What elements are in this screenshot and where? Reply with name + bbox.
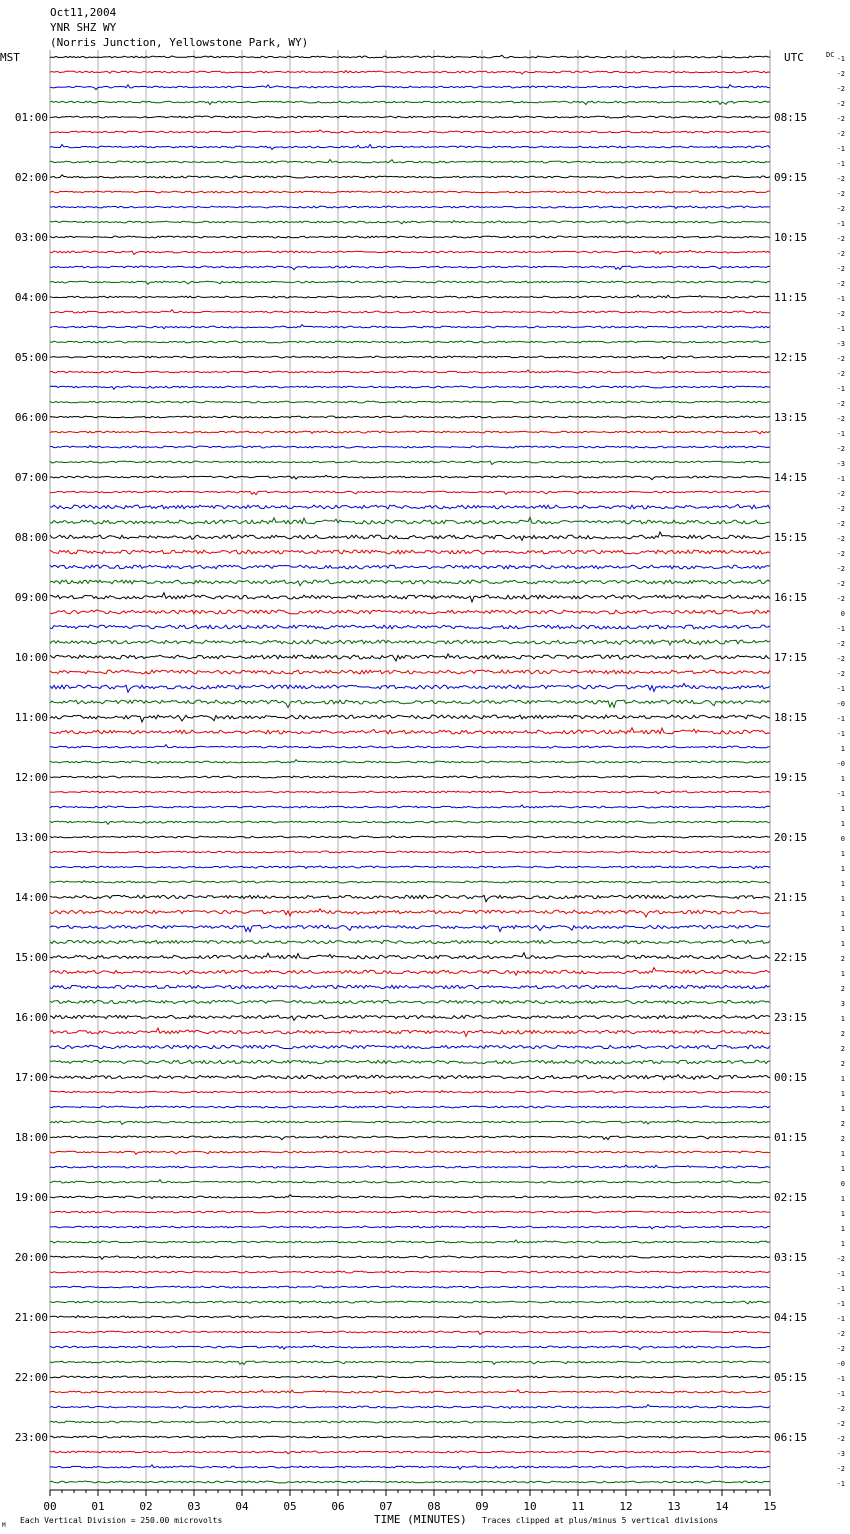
dc-offset-label: -1 [836, 1300, 845, 1308]
trace-line [50, 1165, 770, 1168]
right-hour-label: 16:15 [774, 591, 808, 604]
trace-line [50, 745, 770, 748]
left-hour-label: 13:00 [14, 831, 48, 844]
trace-line [50, 144, 770, 149]
dc-offset-label: 1 [840, 1090, 845, 1098]
dc-offset-label: -2 [836, 280, 845, 288]
trace-line [50, 1028, 770, 1036]
trace-line [50, 1390, 770, 1393]
dc-offset-label: 1 [840, 1210, 845, 1218]
trace-line [50, 55, 770, 58]
dc-offset-label: -2 [836, 70, 845, 78]
dc-offset-label: -2 [836, 550, 845, 558]
dc-offset-label: -2 [836, 115, 845, 123]
right-hour-label: 00:15 [774, 1071, 808, 1084]
left-hour-label: 14:00 [14, 891, 48, 904]
dc-offset-label: -2 [836, 250, 845, 258]
dc-offset-label: -2 [836, 655, 845, 663]
trace-line [50, 159, 770, 162]
trace-line [50, 683, 770, 692]
trace-line [50, 446, 770, 448]
left-axis-title: MST [0, 51, 20, 64]
right-hour-label: 18:15 [774, 711, 808, 724]
left-hour-label: 09:00 [14, 591, 48, 604]
x-tick-label: 11 [571, 1500, 585, 1513]
x-tick-label: 08 [427, 1500, 441, 1513]
right-hour-label: 10:15 [774, 231, 808, 244]
right-hour-label: 12:15 [774, 351, 808, 364]
x-tick-label: 09 [475, 1500, 489, 1513]
dc-offset-label: 0 [840, 835, 845, 843]
trace-line [50, 1345, 770, 1349]
left-hour-label: 08:00 [14, 531, 48, 544]
dc-offset-label: -0 [836, 700, 845, 708]
x-tick-label: 13 [667, 1500, 681, 1513]
dc-offset-label: -2 [836, 265, 845, 273]
trace-line [50, 1240, 770, 1243]
dc-offset-label: -1 [836, 430, 845, 438]
trace-line [50, 416, 770, 418]
trace-line [50, 821, 770, 824]
dc-offset-label: -1 [836, 1480, 845, 1488]
dc-offset-label: 1 [840, 970, 845, 978]
trace-line [50, 517, 770, 524]
dc-offset-label: -1 [836, 685, 845, 693]
trace-line [50, 1136, 770, 1140]
trace-line [50, 700, 770, 708]
dc-offset-label: -2 [836, 595, 845, 603]
dc-offset-label: -2 [836, 415, 845, 423]
x-tick-label: 00 [43, 1500, 57, 1513]
trace-line [50, 715, 770, 722]
x-tick-label: 04 [235, 1500, 249, 1513]
header-location: (Norris Junction, Yellowstone Park, WY) [50, 36, 309, 49]
right-hour-label: 13:15 [774, 411, 808, 424]
dc-offset-label: 1 [840, 775, 845, 783]
right-hour-label: 19:15 [774, 771, 808, 784]
trace-line [50, 1075, 770, 1080]
header-date: Oct11,2004 [50, 6, 117, 19]
x-axis-title: TIME (MINUTES) [374, 1513, 467, 1526]
trace-line [50, 1451, 770, 1454]
right-hour-label: 06:15 [774, 1431, 808, 1444]
trace-line [50, 1465, 770, 1469]
header-station: YNR SHZ WY [50, 21, 117, 34]
trace-line [50, 1045, 770, 1048]
trace-line [50, 925, 770, 932]
left-hour-label: 20:00 [14, 1251, 48, 1264]
trace-line [50, 71, 770, 75]
dc-offset-label: -1 [836, 625, 845, 633]
dc-offset-label: -2 [836, 130, 845, 138]
x-tick-label: 07 [379, 1500, 393, 1513]
trace-line [50, 866, 770, 869]
dc-offset-label: -2 [836, 1435, 845, 1443]
dc-offset-label: -2 [836, 1465, 845, 1473]
trace-line [50, 593, 770, 602]
left-hour-label: 18:00 [14, 1131, 48, 1144]
left-hour-label: 21:00 [14, 1311, 48, 1324]
x-tick-label: 10 [523, 1500, 537, 1513]
dc-offset-label: -1 [836, 730, 845, 738]
trace-group [50, 55, 770, 1483]
dc-label: DC [826, 51, 835, 59]
right-hour-label: 03:15 [774, 1251, 808, 1264]
left-hour-label: 01:00 [14, 111, 48, 124]
trace-line [50, 266, 770, 270]
trace-line [50, 236, 770, 238]
trace-line [50, 1151, 770, 1154]
trace-line [50, 85, 770, 90]
trace-line [50, 221, 770, 224]
trace-line [50, 791, 770, 794]
trace-line [50, 295, 770, 298]
dc-offset-label: -1 [836, 1285, 845, 1293]
dc-offset-label: 3 [840, 1000, 845, 1008]
trace-line [50, 909, 770, 917]
dc-offset-label: 2 [840, 1060, 845, 1068]
trace-line [50, 175, 770, 178]
dc-offset-label: -1 [836, 715, 845, 723]
x-tick-label: 02 [139, 1500, 153, 1513]
left-hour-label: 07:00 [14, 471, 48, 484]
right-hour-label: 09:15 [774, 171, 808, 184]
dc-offset-label: 0 [840, 1180, 845, 1188]
trace-line [50, 760, 770, 764]
trace-line [50, 1481, 770, 1483]
left-hour-label: 11:00 [14, 711, 48, 724]
trace-line [50, 1361, 770, 1364]
trace-line [50, 836, 770, 838]
trace-line [50, 967, 770, 975]
right-hour-label: 21:15 [774, 891, 808, 904]
left-hour-label: 05:00 [14, 351, 48, 364]
dc-offset-label: -1 [836, 325, 845, 333]
left-hour-label: 22:00 [14, 1371, 48, 1384]
trace-line [50, 116, 770, 118]
dc-offset-label: 1 [840, 865, 845, 873]
dc-offset-label: -2 [836, 100, 845, 108]
trace-line [50, 881, 770, 883]
dc-offset-label: -2 [836, 490, 845, 498]
trace-line [50, 805, 770, 808]
dc-offset-label: 2 [840, 1045, 845, 1053]
left-hour-label: 16:00 [14, 1011, 48, 1024]
dc-offset-label: 1 [840, 820, 845, 828]
dc-offset-label: 1 [840, 1195, 845, 1203]
clip-note: Traces clipped at plus/minus 5 vertical divisions [482, 1516, 719, 1525]
dc-offset-label: -2 [836, 190, 845, 198]
dc-offset-label: -3 [836, 460, 845, 468]
trace-line [50, 191, 770, 193]
trace-line [50, 1405, 770, 1409]
trace-line [50, 851, 770, 853]
dc-offset-label: -2 [836, 1255, 845, 1263]
dc-offset-label: -2 [836, 370, 845, 378]
trace-line [50, 985, 770, 988]
trace-line [50, 130, 770, 133]
dc-offset-label: 1 [840, 805, 845, 813]
trace-line [50, 370, 770, 373]
trace-line [50, 1211, 770, 1213]
dc-offset-label: -1 [836, 160, 845, 168]
dc-offset-label: 1 [840, 1165, 845, 1173]
dc-offset-label: -2 [836, 1405, 845, 1413]
x-tick-label: 05 [283, 1500, 297, 1513]
trace-line [50, 341, 770, 343]
right-hour-label: 20:15 [774, 831, 808, 844]
trace-line [50, 325, 770, 329]
left-hour-label: 04:00 [14, 291, 48, 304]
x-tick-label: 01 [91, 1500, 105, 1513]
dc-offset-label: 1 [840, 910, 845, 918]
left-hour-label: 17:00 [14, 1071, 48, 1084]
dc-offset-label: -2 [836, 1345, 845, 1353]
right-hour-label: 14:15 [774, 471, 808, 484]
x-tick-label: 06 [331, 1500, 345, 1513]
dc-offset-label: -2 [836, 535, 845, 543]
dc-offset-label: 1 [840, 880, 845, 888]
trace-line [50, 1060, 770, 1063]
dc-offset-label: 1 [840, 1225, 845, 1233]
dc-offset-label: -2 [836, 175, 845, 183]
trace-line [50, 728, 770, 734]
dc-offset-label: -2 [836, 520, 845, 528]
left-hour-label: 10:00 [14, 651, 48, 664]
trace-line [50, 953, 770, 959]
trace-line [50, 610, 770, 614]
trace-line [50, 1286, 770, 1288]
dc-offset-label: -1 [836, 55, 845, 63]
dc-offset-label: -2 [836, 445, 845, 453]
right-hour-label: 04:15 [774, 1311, 808, 1324]
right-hour-label: 15:15 [774, 531, 808, 544]
trace-line [50, 1331, 770, 1334]
trace-line [50, 431, 770, 434]
dc-offset-label: 1 [840, 925, 845, 933]
dc-offset-label: -1 [836, 1390, 845, 1398]
dc-offset-label: 2 [840, 985, 845, 993]
right-hour-label: 11:15 [774, 291, 808, 304]
dc-offset-label: -2 [836, 670, 845, 678]
trace-line [50, 101, 770, 104]
left-hour-label: 12:00 [14, 771, 48, 784]
right-hour-label: 05:15 [774, 1371, 808, 1384]
trace-line [50, 1120, 770, 1124]
trace-line [50, 386, 770, 389]
dc-offset-label: 1 [840, 895, 845, 903]
trace-line [50, 1180, 770, 1183]
dc-offset-label: -1 [836, 1315, 845, 1323]
trace-line [50, 401, 770, 403]
trace-line [50, 1316, 770, 1318]
dc-offset-label: 2 [840, 1030, 845, 1038]
dc-offset-label: -2 [836, 1420, 845, 1428]
trace-line [50, 940, 770, 944]
dc-offset-label: 2 [840, 1120, 845, 1128]
left-hour-label: 03:00 [14, 231, 48, 244]
x-tick-label: 14 [715, 1500, 729, 1513]
dc-offset-label: -2 [836, 355, 845, 363]
dc-offset-label: -2 [836, 580, 845, 588]
dc-offset-label: -2 [836, 565, 845, 573]
dc-offset-label: -1 [836, 145, 845, 153]
left-hour-label: 23:00 [14, 1431, 48, 1444]
x-tick-label: 12 [619, 1500, 633, 1513]
dc-offset-label: -1 [836, 475, 845, 483]
x-tick-label: 15 [763, 1500, 777, 1513]
trace-line [50, 1436, 770, 1438]
trace-line [50, 1271, 770, 1273]
dc-offset-label: 1 [840, 850, 845, 858]
trace-line [50, 532, 770, 541]
left-hour-label: 02:00 [14, 171, 48, 184]
axis-labels [15, 55, 845, 1513]
left-hour-label: 19:00 [14, 1191, 48, 1204]
trace-line [50, 310, 770, 313]
dc-offset-label: -3 [836, 340, 845, 348]
dc-offset-label: -1 [836, 295, 845, 303]
corner-mark: M [2, 1522, 6, 1529]
left-hour-label: 06:00 [14, 411, 48, 424]
trace-line [50, 1000, 770, 1003]
dc-offset-label: -2 [836, 205, 845, 213]
dc-offset-label: 1 [840, 1015, 845, 1023]
dc-offset-label: 1 [840, 1075, 845, 1083]
trace-line [50, 1256, 770, 1259]
dc-offset-label: 1 [840, 1105, 845, 1113]
trace-line [50, 1195, 770, 1199]
trace-line [50, 504, 770, 508]
trace-line [50, 356, 770, 359]
trace-line [50, 250, 770, 254]
right-hour-label: 08:15 [774, 111, 808, 124]
trace-line [50, 1376, 770, 1378]
dc-offset-label: -2 [836, 85, 845, 93]
dc-offset-label: -1 [836, 1375, 845, 1383]
dc-offset-label: -2 [836, 235, 845, 243]
dc-offset-label: -1 [836, 1270, 845, 1278]
dc-offset-label: -0 [836, 760, 845, 768]
dc-offset-label: 1 [840, 1240, 845, 1248]
dc-offset-label: -3 [836, 1450, 845, 1458]
trace-line [50, 580, 770, 586]
right-hour-label: 17:15 [774, 651, 808, 664]
dc-offset-label: 0 [840, 610, 845, 618]
dc-offset-label: 1 [840, 1150, 845, 1158]
dc-offset-label: -0 [836, 1360, 845, 1368]
trace-line [50, 565, 770, 569]
trace-line [50, 895, 770, 901]
dc-offset-label: -2 [836, 1330, 845, 1338]
scale-note: Each Vertical Division = 250.00 microvolts [20, 1516, 223, 1525]
trace-line [50, 550, 770, 554]
dc-offset-label: -2 [836, 310, 845, 318]
trace-line [50, 475, 770, 479]
trace-line [50, 1301, 770, 1304]
right-hour-label: 23:15 [774, 1011, 808, 1024]
trace-line [50, 1421, 770, 1423]
trace-line [50, 670, 770, 674]
dc-offset-label: 1 [840, 745, 845, 753]
dc-offset-label: -2 [836, 400, 845, 408]
trace-line [50, 281, 770, 284]
left-hour-label: 15:00 [14, 951, 48, 964]
dc-offset-label: -2 [836, 505, 845, 513]
trace-line [50, 491, 770, 494]
trace-line [50, 625, 770, 629]
x-tick-label: 03 [187, 1500, 201, 1513]
dc-offset-label: 2 [840, 1135, 845, 1143]
dc-offset-label: -1 [836, 790, 845, 798]
dc-offset-label: -2 [836, 640, 845, 648]
right-hour-label: 22:15 [774, 951, 808, 964]
dc-offset-label: -1 [836, 220, 845, 228]
dc-offset-label: 1 [840, 940, 845, 948]
trace-line [50, 206, 770, 209]
dc-offset-label: 2 [840, 955, 845, 963]
trace-line [50, 1106, 770, 1108]
right-hour-label: 02:15 [774, 1191, 808, 1204]
trace-line [50, 1091, 770, 1094]
dc-offset-label: -1 [836, 385, 845, 393]
right-hour-label: 01:15 [774, 1131, 808, 1144]
trace-line [50, 1226, 770, 1229]
trace-line [50, 1015, 770, 1020]
trace-line [50, 639, 770, 644]
trace-line [50, 461, 770, 464]
trace-line [50, 776, 770, 778]
right-axis-title: UTC [784, 51, 804, 64]
trace-line [50, 654, 770, 661]
